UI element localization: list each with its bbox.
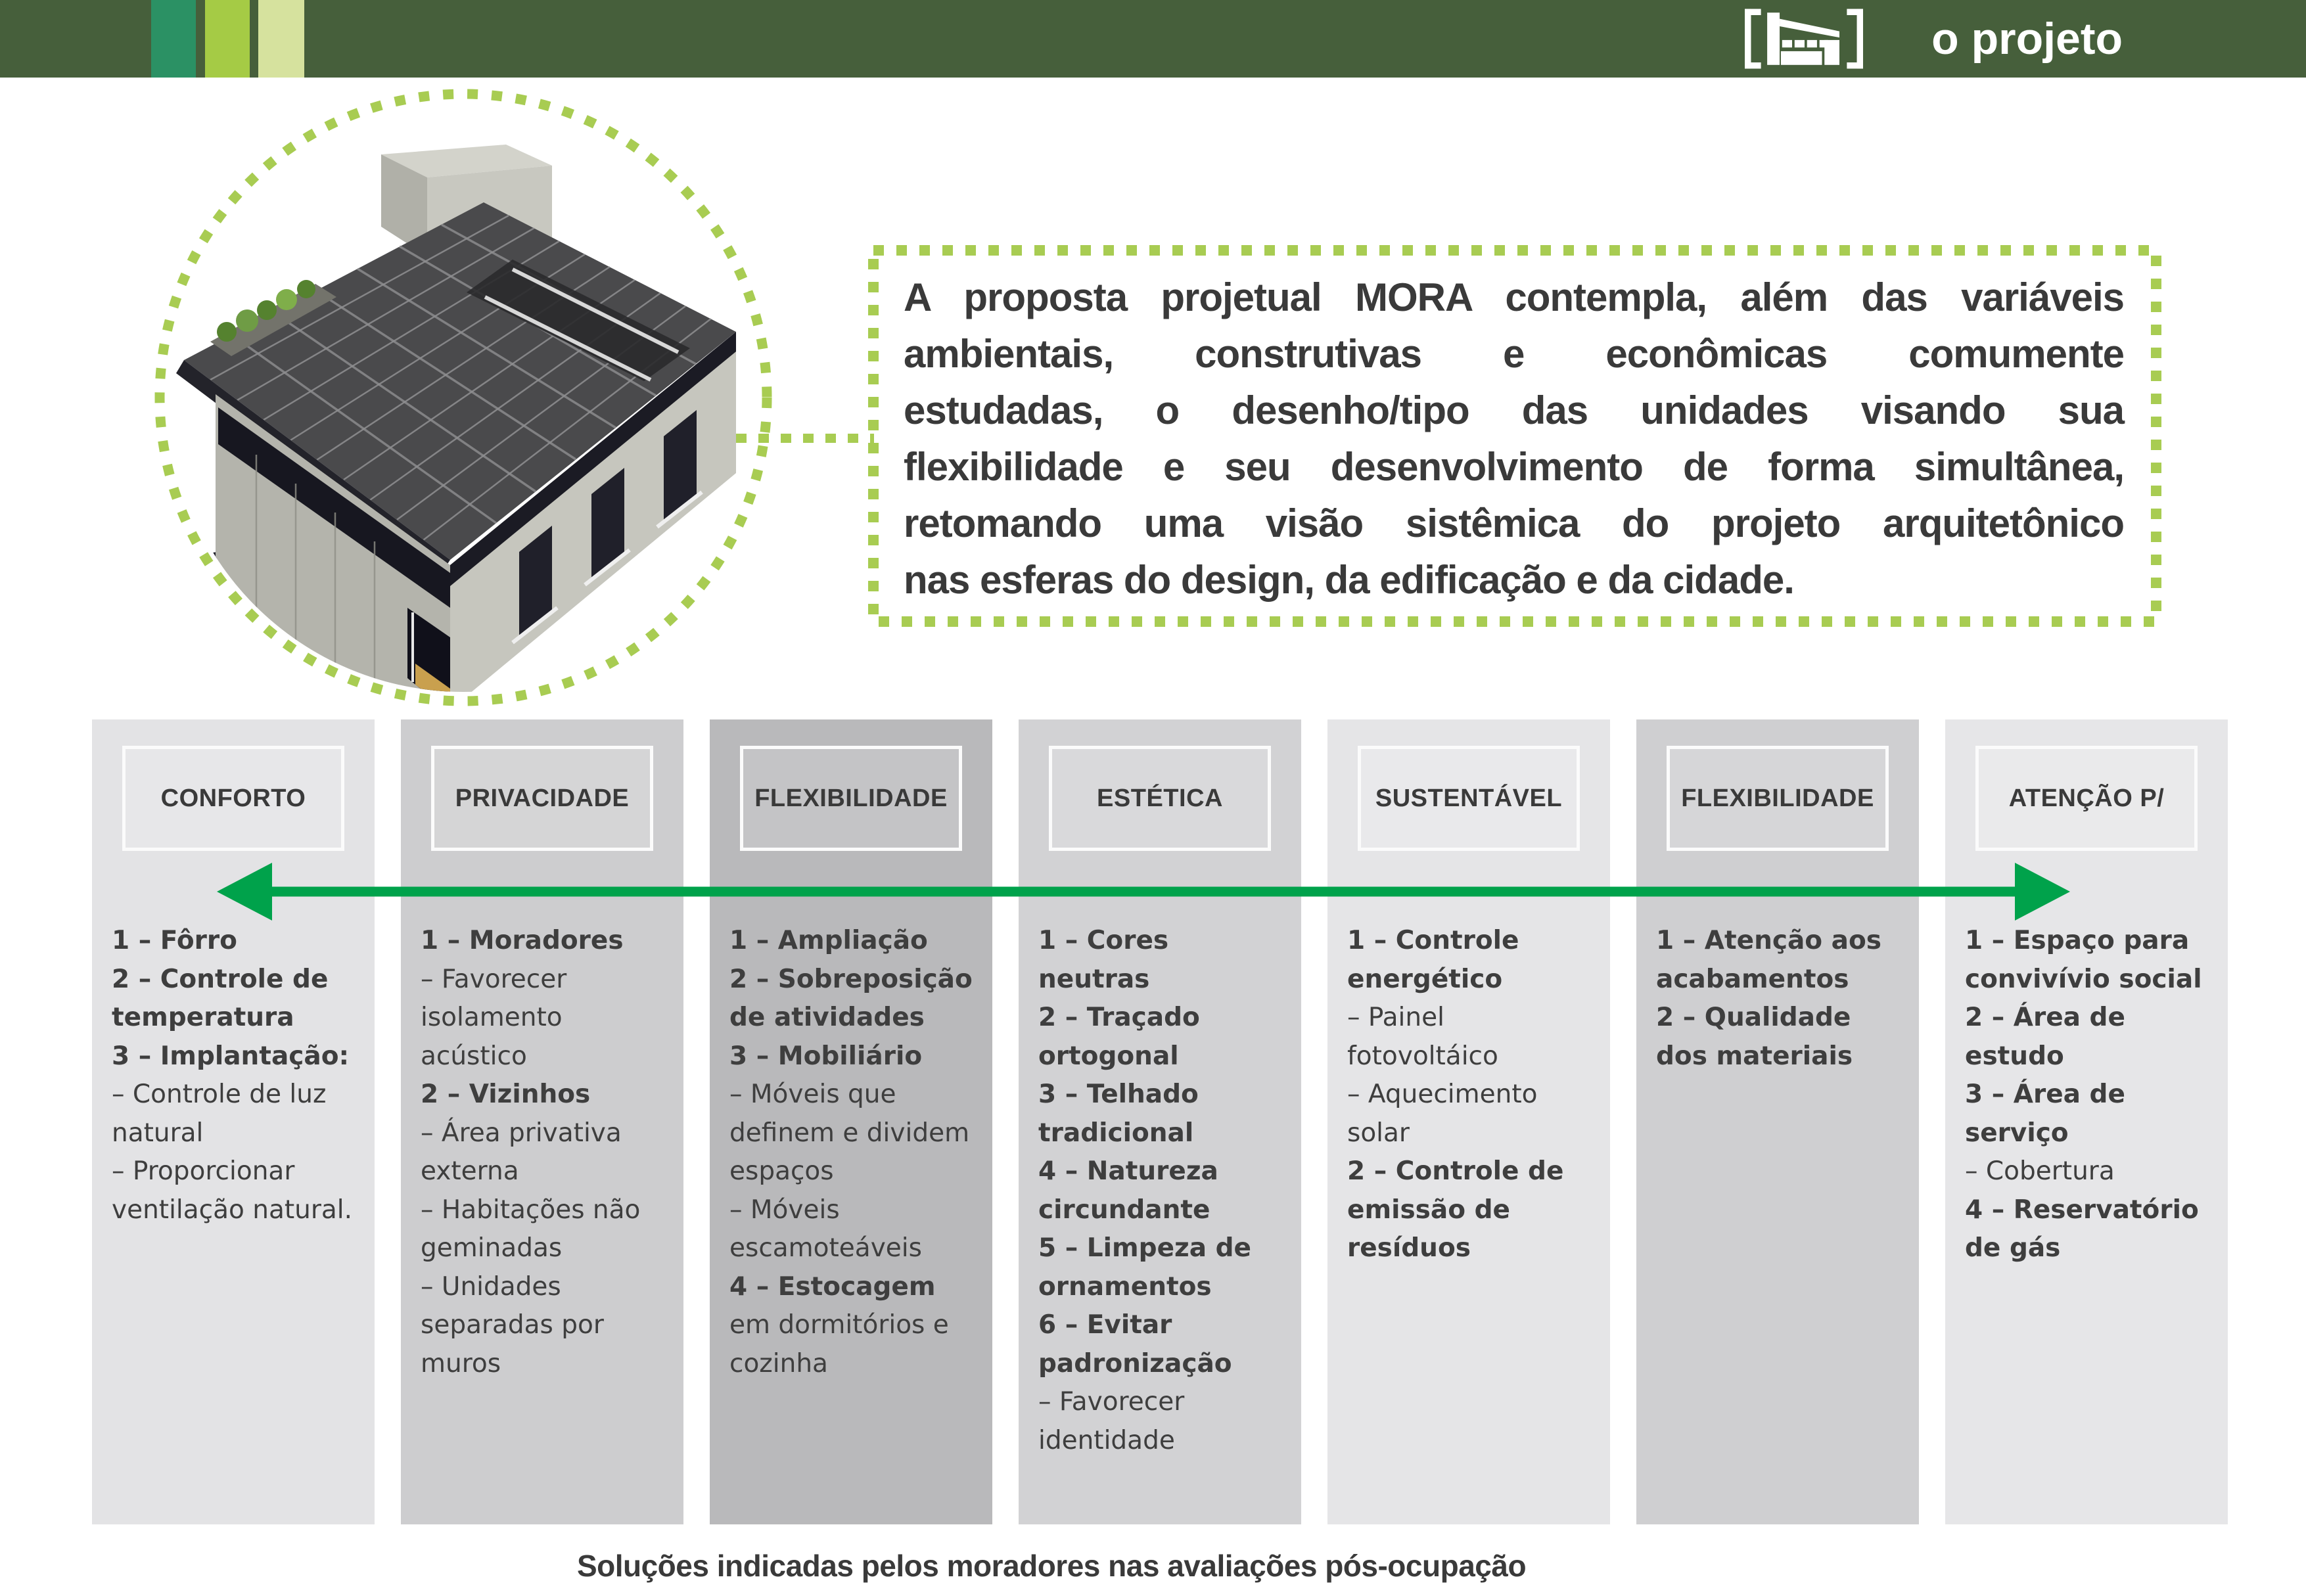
list-item: 1 – Moradores <box>421 926 624 955</box>
column-list <box>112 922 361 1229</box>
list-item: – Área privativa externa <box>421 1118 622 1186</box>
house-render-illustration <box>138 145 736 713</box>
list-item: – Proporcionar ventilação natural. <box>112 1156 353 1225</box>
list-item: 1 – Ampliação <box>729 926 928 955</box>
column-header-box <box>431 746 653 851</box>
list-item: – Móveis escamoteáveis <box>729 1195 922 1263</box>
list-item: 3 – Telhado tradicional <box>1038 1080 1199 1148</box>
column-header-box <box>1975 746 2198 851</box>
column-list <box>421 922 670 1383</box>
house-photo-circle <box>118 53 881 716</box>
house-in-brackets-icon <box>1745 0 1863 78</box>
arrowhead-right <box>2015 863 2070 921</box>
column-privacidade <box>401 719 683 1524</box>
column-header-box <box>740 746 962 851</box>
list-item: 5 – Limpeza de ornamentos <box>1038 1233 1251 1302</box>
list-item: 4 – Reservatório de gás <box>1965 1195 2199 1263</box>
list-item: 3 – Área de serviço <box>1965 1080 2125 1148</box>
list-item: 1 – Espaço para convivívio social <box>1965 926 2202 994</box>
list-item: 2 – Traçado ortogonal <box>1038 1003 1200 1071</box>
intro-line: ambientais, construtivas e econômicas comumente <box>904 332 2124 376</box>
column-flexibilidade <box>1636 719 1919 1524</box>
list-item: 2 – Vizinhos <box>421 1080 591 1109</box>
list-item: 3 – Implantação: <box>112 1041 350 1071</box>
column-title: SUSTENTÁVEL <box>1375 784 1563 812</box>
intro-line: estudadas, o desenho/tipo das unidades visando sua <box>904 388 2124 432</box>
list-item: – Cobertura <box>1965 1156 2115 1186</box>
column-list <box>1965 922 2215 1268</box>
brand-block <box>1745 0 2123 78</box>
arrowhead-left <box>217 863 272 921</box>
column-header-box <box>122 746 344 851</box>
list-item: 2 – Sobreposição de atividades <box>729 964 973 1032</box>
column-flexibilidade <box>710 719 992 1524</box>
column-conforto <box>92 719 375 1524</box>
list-item: 2 – Controle de temperatura <box>112 964 329 1032</box>
list-item: – Favorecer isolamento acústico <box>421 964 567 1071</box>
list-item: – Aquecimento solar <box>1347 1080 1538 1148</box>
column-list <box>1656 922 1906 1076</box>
column-aten-o-p- <box>1945 719 2228 1524</box>
list-item: 2 – Área de estudo <box>1965 1003 2125 1071</box>
column-title: FLEXIBILIDADE <box>754 784 948 812</box>
list-item: 2 – Controle de emissão de resíduos <box>1347 1156 1564 1263</box>
list-item: 1 – Controle energético <box>1347 926 1519 994</box>
list-item: 1 – Atenção aos acabamentos <box>1656 926 1881 994</box>
caption: Soluções indicadas pelos moradores nas avaliações pós-ocupação <box>576 1549 1527 1583</box>
column-sustent-vel <box>1327 719 1610 1524</box>
column-header-box <box>1358 746 1580 851</box>
page-title: o projeto <box>1931 14 2123 64</box>
intro-line: retomando uma visão sistêmica do projeto arquitetônico <box>904 501 2124 545</box>
column-list <box>1347 922 1597 1268</box>
list-item: – Unidades separadas por muros <box>421 1271 604 1379</box>
column-title: FLEXIBILIDADE <box>1681 784 1874 812</box>
list-item: – Móveis que definem e dividem espaços <box>729 1080 970 1186</box>
list-item: – Controle de luz natural <box>112 1080 327 1148</box>
double-arrow <box>197 846 2090 938</box>
column-est-tica <box>1019 719 1301 1524</box>
column-list <box>729 922 979 1383</box>
column-header-box <box>1667 746 1889 851</box>
intro-line: A proposta projetual MORA contempla, além das variáveis <box>904 275 2124 319</box>
column-title: ESTÉTICA <box>1097 784 1223 812</box>
list-item: 4 – Natureza circundante <box>1038 1156 1218 1225</box>
list-item: – Painel fotovoltáico <box>1347 1003 1498 1071</box>
list-item: 6 – Evitar padronização <box>1038 1310 1232 1379</box>
list-item: 1 – Fôrro <box>112 926 237 955</box>
column-title: ATENÇÃO P/ <box>2008 784 2165 812</box>
intro-box <box>867 244 2162 627</box>
column-title: PRIVACIDADE <box>455 784 630 812</box>
intro-line: flexibilidade e seu desenvolvimento de forma simultânea, <box>904 445 2124 489</box>
intro-paragraph <box>904 269 2124 608</box>
list-item: – Habitações não geminadas <box>421 1195 641 1263</box>
column-list <box>1038 922 1288 1460</box>
list-item: 1 – Cores neutras <box>1038 926 1169 994</box>
column-header-box <box>1049 746 1271 851</box>
list-item: – Favorecer identidade <box>1038 1387 1185 1455</box>
list-item: 2 – Qualidade dos materiais <box>1656 1003 1853 1071</box>
list-item: 3 – Mobiliário <box>729 1041 923 1071</box>
list-item: 4 – Estocagem em dormitórios e cozinha <box>729 1271 949 1379</box>
intro-line: nas esferas do design, da edificação e da cidade. <box>904 558 1794 602</box>
column-title: CONFORTO <box>160 784 306 812</box>
